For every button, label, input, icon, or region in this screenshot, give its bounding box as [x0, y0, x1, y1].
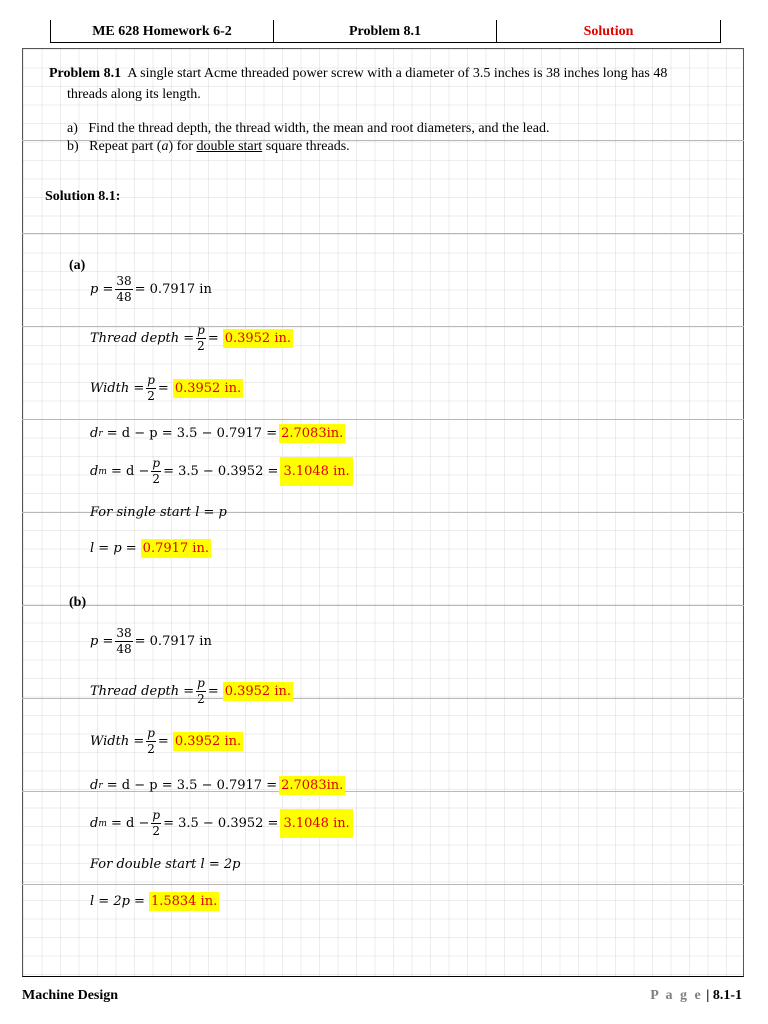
lead-expression: l = 2p = — [90, 894, 145, 909]
pitch-numerator: 38 — [116, 274, 132, 288]
problem-text-line2: threads along its length. — [67, 87, 201, 102]
width-answer: 0.3952 in. — [174, 734, 242, 749]
root-diameter-answer: 2.7083in. — [281, 426, 344, 441]
pitch-numerator: 38 — [116, 626, 132, 640]
lead-equation-a — [90, 539, 211, 558]
page-word: P a g e — [650, 988, 703, 1003]
single-start-note: For single start l = p — [90, 505, 227, 520]
width-denominator: 2 — [147, 742, 155, 756]
problem-number: Problem 8.1 — [274, 20, 497, 42]
pitch-denominator: 48 — [116, 642, 132, 656]
pitch-value: = 0.7917 in — [134, 634, 212, 649]
lead-equation-b — [90, 892, 219, 911]
mean-diameter-post: = 3.5 − 0.3952 = — [163, 816, 279, 831]
thread-depth-equation-b: Thread depth = $\frac{p}{2}$ = 0.3952 in. — [90, 676, 292, 706]
footer-page — [650, 988, 742, 1004]
part-b-text-pre: Repeat part ( — [89, 139, 162, 154]
pitch-denominator: 48 — [116, 290, 132, 304]
part-b-ref: a — [161, 139, 169, 154]
double-start-note: For double start l = 2p — [90, 857, 241, 872]
thread-depth-answer: 0.3952 in. — [224, 331, 292, 346]
root-diameter-answer: 2.7083in. — [281, 778, 344, 793]
mean-diameter-pre: = d − — [111, 464, 150, 479]
depth-denominator: 2 — [197, 339, 205, 353]
mean-numerator: p — [152, 456, 161, 470]
part-a-heading: (a) — [69, 258, 86, 273]
thread-depth-equation-a: Thread depth = $\frac{p}{2}$ = 0.3952 in. — [90, 323, 292, 353]
header-table — [50, 20, 721, 43]
mean-numerator: p — [152, 808, 161, 822]
part-a-text: Find the thread depth, the thread width, the mean and root diameters, and the lead. — [88, 121, 550, 136]
part-b-label: b) — [67, 139, 79, 154]
solution-title: Solution 8.1: — [45, 189, 121, 204]
width-numerator: p — [147, 726, 155, 740]
mean-diameter-equation-a: d m = d − $\frac{p}{2}$ = 3.5 − 0.3952 = 3.1048 in. — [90, 456, 353, 487]
pitch-equation-b: p = $\frac{38}{48}$ = 0.7917 in — [90, 626, 212, 656]
mean-diameter-equation-b: d m = d − $\frac{p}{2}$ = 3.5 − 0.3952 = 3.1048 in. — [90, 808, 353, 839]
thread-depth-label: Thread depth = — [90, 684, 195, 699]
pitch-equation-a: p = $\frac{38}{48}$ = 0.7917 in — [90, 274, 212, 304]
part-b-underlined: double start — [196, 139, 263, 154]
problem-statement-line1 — [49, 66, 667, 82]
part-b-text-mid: ) for — [168, 139, 197, 154]
width-answer: 0.3952 in. — [174, 381, 242, 396]
mean-diameter-answer: 3.1048 in. — [280, 457, 352, 486]
depth-numerator: p — [197, 323, 205, 337]
lead-expression: l = p = — [90, 541, 137, 556]
root-diameter-equation-b: d r = d − p = 3.5 − 0.7917 = 2.7083in. — [90, 778, 344, 793]
lead-answer: 1.5834 in. — [150, 894, 218, 909]
width-equation-b: Width = $\frac{p}{2}$ = 0.3952 in. — [90, 726, 242, 756]
course-title: ME 628 Homework 6-2 — [51, 20, 274, 42]
part-a-label: a) — [67, 121, 78, 136]
thread-depth-label: Thread depth = — [90, 331, 195, 346]
width-equation-a: Width = $\frac{p}{2}$ = 0.3952 in. — [90, 373, 242, 403]
part-b-heading: (b) — [69, 595, 87, 610]
mean-diameter-post: = 3.5 − 0.3952 = — [163, 464, 279, 479]
lead-answer: 0.7917 in. — [142, 541, 209, 556]
depth-denominator: 2 — [197, 692, 205, 706]
part-a-question — [67, 121, 549, 137]
root-diameter-expression: = d − p = 3.5 − 0.7917 = — [106, 426, 278, 441]
pitch-value: = 0.7917 in — [134, 282, 212, 297]
part-b-text-post: square threads. — [262, 139, 350, 154]
solution-label: Solution — [583, 24, 634, 39]
depth-numerator: p — [197, 676, 205, 690]
problem-label: Problem 8.1 — [49, 66, 122, 81]
width-denominator: 2 — [147, 389, 155, 403]
mean-denominator: 2 — [152, 824, 161, 838]
root-diameter-expression: = d − p = 3.5 − 0.7917 = — [106, 778, 278, 793]
width-label: Width = — [90, 734, 145, 749]
page-separator: | — [706, 988, 710, 1003]
mean-diameter-answer: 3.1048 in. — [280, 809, 352, 838]
grid-divider — [22, 884, 744, 885]
page-number: 8.1-1 — [712, 988, 742, 1003]
mean-denominator: 2 — [152, 472, 161, 486]
mean-diameter-pre: = d − — [111, 816, 150, 831]
width-label: Width = — [90, 381, 145, 396]
grid-divider — [22, 605, 744, 606]
width-numerator: p — [147, 373, 155, 387]
grid-divider — [22, 233, 744, 234]
problem-text: A single start Acme threaded power screw with a diameter of 3.5 inches is 38 inches long has 48 — [127, 66, 668, 81]
root-diameter-equation-a: d r = d − p = 3.5 − 0.7917 = 2.7083in. — [90, 426, 344, 441]
thread-depth-answer: 0.3952 in. — [224, 684, 292, 699]
part-b-question — [67, 139, 350, 155]
footer-course: Machine Design — [22, 988, 119, 1003]
grid-divider — [22, 419, 744, 420]
